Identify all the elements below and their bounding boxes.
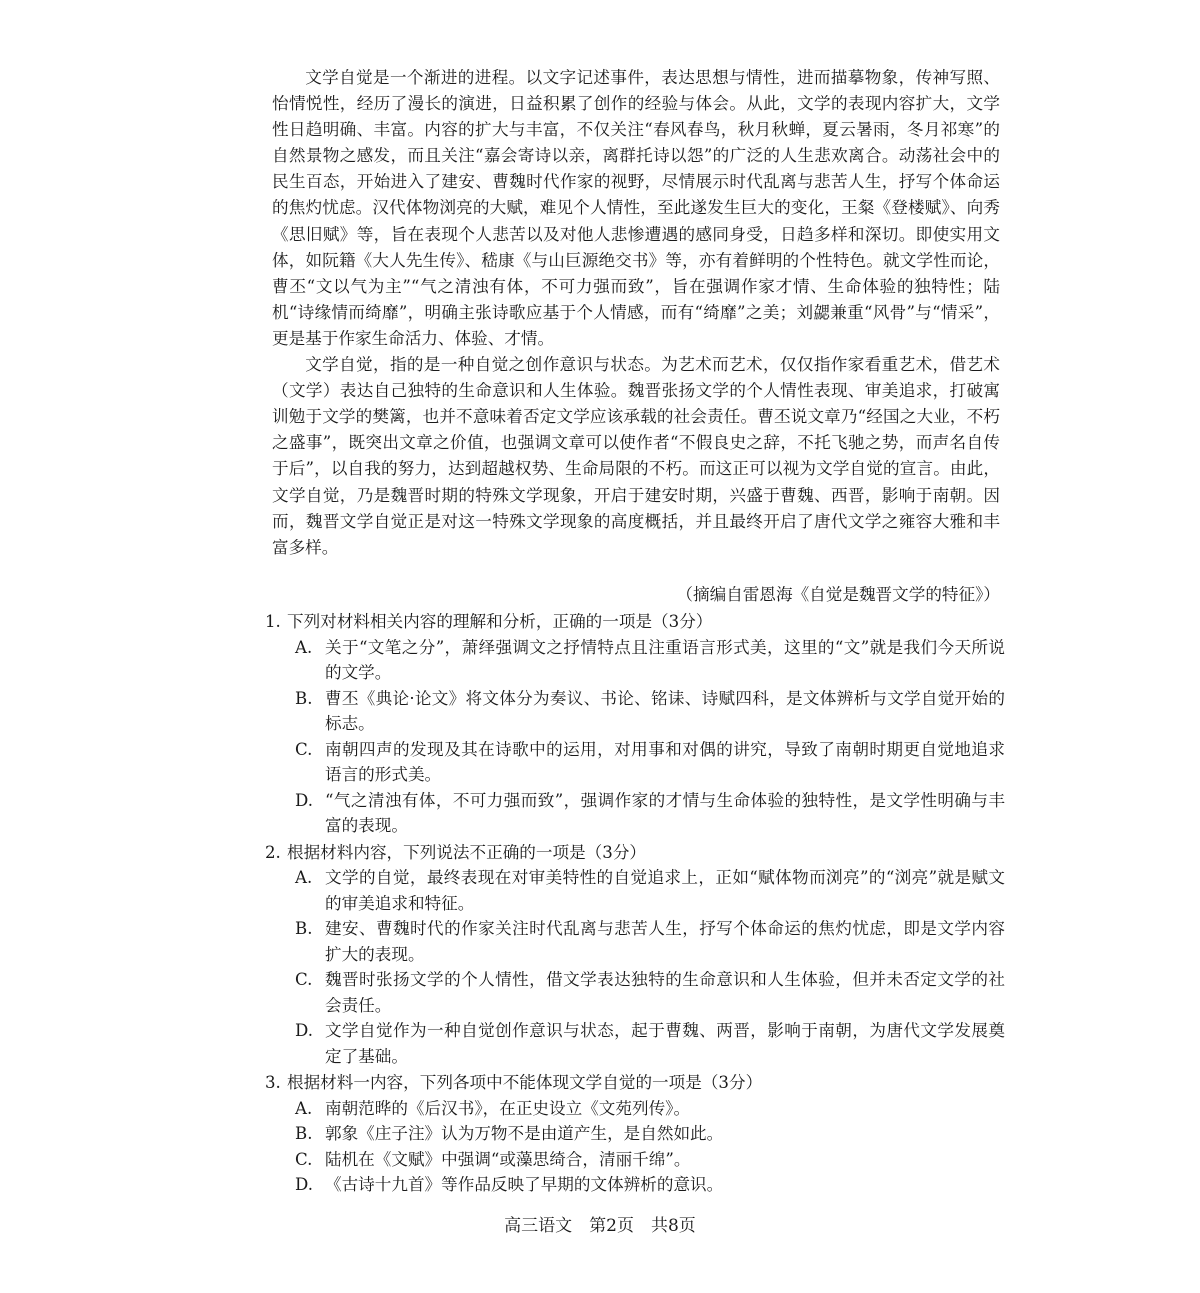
- question-list: [265, 609, 1005, 1198]
- passage-paragraph-1: 文学自觉是一个渐进的进程。以文字记述事件，表达思想与情性，进而描摹物象，传神写照、怡情悦性，经历了漫长的演进，日益积累了创作的经验与体会。从此，文学的表现内容扩大，文学性日趋明确、丰富。内容的扩大与丰富，不仅关注“春风春鸟，秋月秋蝉，夏云暑雨，冬月祁寒”的自然景物之感发，而且关注“嘉会寄诗以亲，离群托诗以怨”的广泛的人生悲欢离合。动荡社会中的民生百态，开始进入了建安、曹魏时代作家的视野，尽情展示时代乱离与悲苦人生，抒写个体命运的焦灼忧虑。汉代体物浏亮的大赋，难见个人情性，至此遂发生巨大的变化，王粲《登楼赋》、向秀《思旧赋》等，旨在表现个人悲苦以及对他人悲惨遭遇的感同身受，日趋多样和深切。即使实用文体，如阮籍《大人先生传》、嵇康《与山巨源绝交书》等，亦有着鲜明的个性特色。就文学性而论，曹丕“文以气为主”“气之清浊有体，不可力强而致”，旨在强调作家才情、生命体验的独特性；陆机“诗缘情而绮靡”，明确主张诗歌应基于个人情感，而有“绮靡”之美；刘勰兼重“风骨”与“情采”，更是基于作家生命活力、体验、才情。: [272, 68, 1000, 348]
- question-text: 下列对材料相关内容的理解和分析，正确的一项是（3分）: [287, 612, 713, 631]
- option-list: [295, 1096, 1005, 1198]
- option-label: C.: [295, 1149, 313, 1169]
- option-c[interactable]: [295, 737, 1005, 788]
- option-text: “气之清浊有体，不可力强而致”，强调作家的才情与生命体验的独特性，是文学性明确与丰富的表现。: [325, 790, 1005, 835]
- question-number: 2.: [265, 842, 281, 862]
- option-text: 文学自觉作为一种自觉创作意识与状态，起于曹魏、两晋，影响于南朝，为唐代文学发展奠定了基础。: [325, 1021, 1005, 1066]
- option-b[interactable]: [295, 916, 1005, 967]
- option-label: D.: [295, 1021, 313, 1040]
- option-label: D.: [295, 1175, 313, 1194]
- option-text: 陆机在《文赋》中强调“或藻思绮合，清丽千绵”。: [325, 1149, 691, 1169]
- option-d[interactable]: [295, 1018, 1005, 1069]
- option-a[interactable]: [295, 1096, 1005, 1122]
- question-text: 根据材料内容，下列说法不正确的一项是（3分）: [287, 842, 647, 862]
- option-list: [295, 635, 1005, 839]
- option-text: 南朝范晔的《后汉书》，在正史设立《文苑列传》。: [325, 1098, 691, 1118]
- option-d[interactable]: [295, 788, 1005, 839]
- option-text: 南朝四声的发现及其在诗歌中的运用，对用事和对偶的讲究，导致了南朝时期更自觉地追求语言的形式美。: [325, 739, 1005, 784]
- option-c[interactable]: [295, 967, 1005, 1018]
- passage-paragraph-2: 文学自觉，指的是一种自觉之创作意识与状态。为艺术而艺术，仅仅指作家看重艺术，借艺术（文学）表达自己独特的生命意识和人生体验。魏晋张扬文学的个人情性表现、审美追求，打破寓训勉于文学的樊篱，也并不意味着否定文学应该承载的社会责任。曹丕说文章乃“经国之大业，不朽之盛事”，既突出文章之价值，也强调文章可以使作者“不假良史之辞，不托飞驰之势，而声名自传于后”，以自我的努力，达到超越权势、生命局限的不朽。而这正可以视为文学自觉的宣言。由此，文学自觉，乃是魏晋时期的特殊文学现象，开启于建安时期，兴盛于曹魏、西晋，影响于南朝。因而，魏晋文学自觉正是对这一特殊文学现象的高度概括，并且最终开启了唐代文学之雍容大雅和丰富多样。: [272, 355, 1000, 557]
- option-text: 曹丕《典论·论文》将文体分为奏议、书论、铭诔、诗赋四科，是文体辨析与文学自觉开始的标志。: [325, 688, 1005, 733]
- option-text: 郭象《庄子注》认为万物不是由道产生，是自然如此。: [325, 1124, 724, 1143]
- option-c[interactable]: [295, 1147, 1005, 1173]
- option-text: 《古诗十九首》等作品反映了早期的文体辨析的意识。: [325, 1175, 724, 1194]
- option-text: 关于“文笔之分”，萧绎强调文之抒情特点且注重语言形式美，这里的“文”就是我们今天所说的文学。: [325, 637, 1005, 682]
- question-2: [265, 840, 1005, 1070]
- option-label: B.: [295, 688, 313, 708]
- option-text: 文学的自觉，最终表现在对审美特性的自觉追求上，正如“赋体物而浏亮”的“浏亮”就是赋文的审美追求和特征。: [325, 868, 1005, 913]
- question-stem: [265, 840, 1005, 866]
- option-text: 建安、曹魏时代的作家关注时代乱离与悲苦人生，抒写个体命运的焦灼忧虑，即是文学内容扩大的表现。: [325, 919, 1005, 964]
- option-label: B.: [295, 919, 313, 938]
- option-label: D.: [295, 790, 313, 810]
- option-label: B.: [295, 1124, 313, 1143]
- question-stem: [265, 609, 1005, 635]
- question-1: [265, 609, 1005, 839]
- question-number: 3.: [265, 1073, 281, 1092]
- passage-source: （摘编自雷恩海《自觉是魏晋文学的特征》）: [676, 585, 1000, 604]
- option-label: A.: [295, 1098, 313, 1118]
- question-3: [265, 1070, 1005, 1198]
- option-b[interactable]: [295, 686, 1005, 737]
- option-label: A.: [295, 868, 313, 887]
- option-list: [295, 865, 1005, 1069]
- option-label: C.: [295, 970, 313, 989]
- option-text: 魏晋时张扬文学的个人情性，借文学表达独特的生命意识和人生体验，但并未否定文学的社会责任。: [325, 970, 1005, 1015]
- option-label: A.: [295, 637, 313, 657]
- option-a[interactable]: [295, 865, 1005, 916]
- question-number: 1.: [265, 612, 281, 631]
- question-text: 根据材料一内容，下列各项中不能体现文学自觉的一项是（3分）: [287, 1073, 763, 1092]
- option-b[interactable]: [295, 1121, 1005, 1147]
- page-footer: 高三语文 第2页 共8页: [504, 1216, 696, 1236]
- reading-passage: [272, 65, 1000, 561]
- option-label: C.: [295, 739, 313, 759]
- question-stem: [265, 1070, 1005, 1096]
- option-d[interactable]: [295, 1172, 1005, 1198]
- option-a[interactable]: [295, 635, 1005, 686]
